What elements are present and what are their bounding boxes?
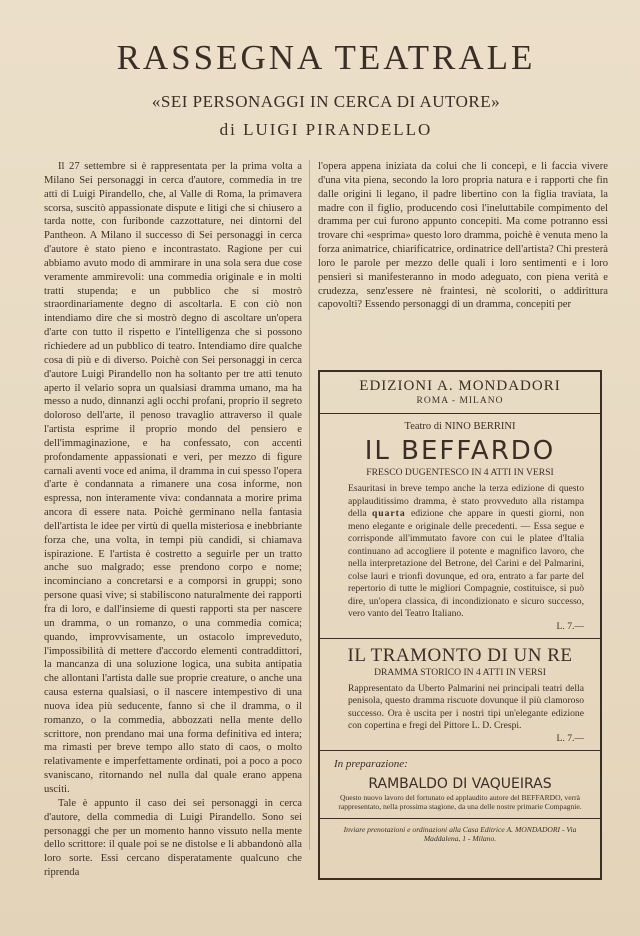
article-paragraph-1: Il 27 settembre si è rappresentata per la prima volta a Milano Sei personaggi in cerca d'autore, commedia in tre atti di Luigi Pirandello, che, al Valle di Roma, la primavera scorsa, suscitò appassionate dispute e litigi che si chiusero a tarda notte, con furibonde cazzottature, nei dintorni del Pantheon. A Milano il successo di Sei personaggi in cerca d'autore è stato pieno e incontrastato. Ragione per cui abbiamo avuto modo di ammirare in una sola sera due cose veramente ammirevoli: una commedia originale e in molti tratti stupenda; e un pubblico che si mostrò straordinariamente degno di ascoltarla. E con ciò non intendiamo dire che si mostrò degno di ascoltare un'opera d'arte con tutto il rispetto e l'intelligenza che si possono richiedere ad un pubblico di teatro. Intendiamo dire qualche cosa di più e di diverso. Poichè con Sei personaggi in cerca d'autore Luigi Pirandello non ha soltanto per tre atti tenuto aperto il velario sopra un qualsiasi dramma umano, ma ha messo a nudo, dinnanzi agli occhi profani, proprio il segreto doloroso dell'arte, il penoso travaglio attraverso il quale l'artista esprime il proprio mondo del pensiero e dell'immaginazione, e ha confessato, con accenti profondamente appassionati e veri, per mezzo di figure carnali aventi voce ed anima, il dramma in cui spesso l'opera d'arte è condannata a rimanere una cosa informe, non espressa, non interamente viva: condannata a morire prima ancora di essere nata. Poichè germinano nella fantasia dell'artista le idee per virtù di quella misteriosa e inebbriante forza che, una volta, in tempi più candidi, si chiamava ispirazione. E l'artista è costretto a seguirle per un tratto anche suo malgrado; esse prendono corpo e nome; incominciano a concretarsi e a comporsi in gruppi; sono persone quasi vive; si stabiliscono naturalmente dei rapporti fra di loro, e dall'insieme di questi rapporti sta per nascere un dramma, o un romanzo, o una commedia comica; quando, improvvisamente, un ostacolo impreveduto, l'impossibilità di mettere d'accordo elementi contraddittori, la mancanza di una soluzione logica, una subita antipatia che allontani l'artista dalle sue proprie creature, o anche una causa esterna qualsiasi, o il nascere intempestivo di una nuova idea più seducente, fanno sì che il dramma, o il romanzo, o la commedia, abbozzati nella mente dello scrittore, non prendano mai una forma definitiva ed intera; ma rimasti per breve tempo allo stato di caos, o molto relativamente e imperfettamente ordinati, poi a poco a poco svaniscano, ritornando nel nulla dal quale erano appena usciti. [44, 161, 302, 795]
right-column-text [318, 160, 608, 312]
price-tramonto: L. 7.— [556, 732, 584, 744]
article-paragraph-2: Tale è appunto il caso dei sei personaggi in cerca d'autore, della commedia di Luigi Pirandello. Sono sei personaggi che per un momento hanno vissuto nella mente dello scrittore: il quale poi se ne distolse e li abbandonò alla loro sorte. Essi cercano disperatamente qualcuno che riprenda [44, 797, 302, 879]
advert-author: Teatro di NINO BERRINI [404, 421, 516, 432]
mondadori-advert [318, 370, 602, 880]
right-column [318, 160, 608, 843]
play-subtitle-beffardo: FRESCO DUGENTESCO IN 4 ATTI IN VERSI [366, 467, 554, 478]
page-title: RASSEGNA TEATRALE [116, 38, 536, 77]
price-beffardo: L. 7.— [556, 620, 584, 632]
article-subtitle: «SEI PERSONAGGI IN CERCA DI AUTORE» [151, 92, 501, 111]
left-column [44, 160, 302, 880]
advert-divider [320, 413, 600, 414]
advert-cities: ROMA - MILANO [416, 396, 504, 406]
play-title-tramonto: IL TRAMONTO DI UN RE [347, 644, 573, 666]
advert-divider [320, 818, 600, 819]
play-subtitle-tramonto: DRAMMA STORICO IN 4 ATTI IN VERSI [374, 666, 546, 678]
in-preparation-label: In preparazione: [334, 757, 408, 770]
article-paragraph-continued: l'opera appena iniziata da colui che li concepì, e li faccia vivere d'una vita piena, secondo la loro propria natura e i rapporti che fin dalle origini li legano, il padre libertino con la figlia traviata, la madre con il figlio, producendo così l'ineluttabile compimento del dramma per cui furono appunto concepiti. Ma come potranno essi trovare chi «esprima» questo loro dramma, poichè è venuta meno la forza animatrice, chiarificatrice, ordinatrice dell'artista? Chi presterà loro le parole per mezzo delle quali i loro sentimenti e i loro pensieri si manifesteranno in modo adeguato, con piena verità e crudezza, senz'essere nè fraintesi, nè scoloriti, o addirittura capovolti? Essendo personaggi di un dramma, concepiti per [318, 161, 608, 311]
article-columns [44, 160, 608, 900]
play-description-rambaldo: Questo nuovo lavoro del fortunato ed applaudito autore del BEFFARDO, verrà rappresentato, nella prossima stagione, da una delle nostre primarie Compagnie. [338, 792, 582, 811]
advert-footer: Inviare prenotazioni e ordinazioni alla Casa Editrice A. MONDADORI - Via Maddalena, 1 - Milano. [343, 824, 577, 843]
play-title-rambaldo: RAMBALDO DI VAQUEIRAS [368, 775, 552, 792]
article-byline: di LUIGI PIRANDELLO [219, 120, 433, 139]
play-description-beffardo: Esauritasi in breve tempo anche la terza edizione di questo applauditissimo dramma, è stato provveduto alla ristampa della quarta edizione che appare in questi giorni, non meno elegante e originale delle precedenti. — Essa segue e corrisponde all'immutato favore con cui le platee d'Italia continuano ad accogliere il potente e magnifico lavoro, che nella interpretazione del Betrone, del Carini e del Palmarini, colse lauri e trionfi dovunque, ed ora, entrato a far parte del repertorio di tutte le migliori Compagnie, costituisce, si può dire, un'opera classica, di incondizionato e sicuro successo, vero vanto del Teatro Italiano. [348, 483, 584, 619]
column-divider [309, 160, 310, 850]
play-description-tramonto: Rappresentato da Uberto Palmarini nei principali teatri della penisola, questo dramma riscuote dovunque il più clamoroso successo. Ora è uscita per i nostri tipi un'elegante edizione con copertina e fregi del Pittore L. D. Crespi. [348, 682, 584, 731]
play-title-beffardo: IL BEFFARDO [364, 436, 556, 466]
advert-divider [320, 638, 600, 639]
advert-publisher: EDIZIONI A. MONDADORI [359, 378, 561, 394]
advert-divider [320, 750, 600, 751]
